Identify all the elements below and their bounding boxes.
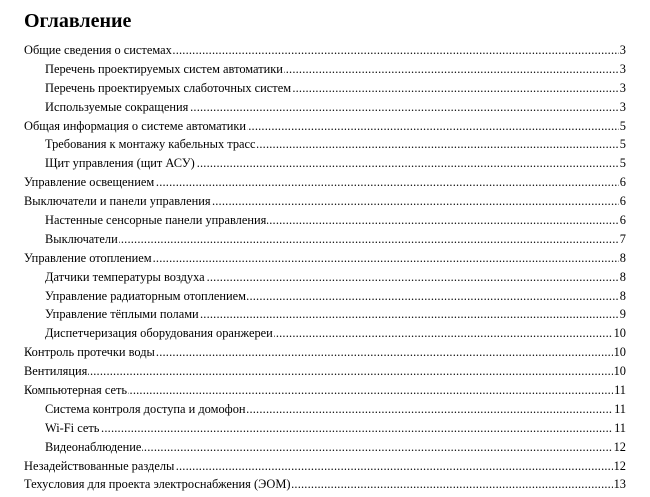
toc-entry <box>0 211 650 230</box>
toc-entry <box>0 173 650 192</box>
toc-entry-link[interactable] <box>24 343 626 361</box>
toc-entry-page: 3 <box>619 61 626 76</box>
toc-entry-text: Выключатели и панели управления <box>24 194 211 209</box>
toc-entry-link[interactable] <box>45 419 626 437</box>
toc-entry-link[interactable] <box>45 98 626 116</box>
toc-entry-page: 11 <box>614 383 626 398</box>
toc-entry-page: 8 <box>619 250 626 265</box>
toc-entry-link[interactable] <box>45 438 626 456</box>
toc-entry <box>0 154 650 173</box>
toc-entry-page: 9 <box>619 307 626 322</box>
toc-entry-page: 3 <box>619 43 626 57</box>
toc-entry <box>0 41 650 60</box>
toc-entry-text: Wi-Fi сеть <box>45 420 100 435</box>
toc-entry-link[interactable] <box>24 41 626 59</box>
toc-entry-link[interactable] <box>45 400 626 418</box>
toc-entry-page: 11 <box>614 420 626 435</box>
toc-entry-link[interactable] <box>24 173 626 191</box>
toc-entry-page: 6 <box>619 194 626 209</box>
toc-entry-link[interactable] <box>45 230 626 248</box>
toc-entry-text: Видеонаблюдение <box>45 439 142 454</box>
toc-entry-page: 10 <box>613 345 626 360</box>
toc-entry <box>0 475 650 494</box>
toc-entry-link[interactable] <box>24 381 626 399</box>
toc-entry-text: Техусловия для проекта электроснабжения (ЭОМ) <box>24 477 291 492</box>
toc-entry-link[interactable] <box>45 135 626 153</box>
toc-entry-text: Настенные сенсорные панели управления <box>45 213 267 228</box>
toc-entry-text: Перечень проектируемых систем автоматики <box>45 61 283 76</box>
toc-entry <box>0 117 650 136</box>
toc-entry-text: Датчики температуры воздуха <box>45 269 205 284</box>
toc-entry-text: Незадействованные разделы <box>24 458 175 473</box>
toc-entry <box>0 362 650 381</box>
toc-entry-page: 12 <box>613 458 626 473</box>
toc-entry-link[interactable] <box>24 475 626 493</box>
toc-entry <box>0 457 650 476</box>
toc-entry-page: 13 <box>613 477 626 492</box>
toc-entry <box>0 343 650 362</box>
toc-entry <box>0 98 650 117</box>
toc-entry-link[interactable] <box>45 287 626 305</box>
toc-entry <box>0 324 650 343</box>
toc-entry-page: 11 <box>614 401 626 416</box>
toc-title: Оглавление <box>24 10 132 32</box>
toc-entry-text: Управление освещением <box>24 175 155 190</box>
toc-dot-leader <box>24 362 626 380</box>
toc-list <box>0 41 650 494</box>
toc-entry-page: 6 <box>619 175 626 190</box>
toc-entry-link[interactable] <box>45 305 626 323</box>
toc-entry-text: Щит управления (щит АСУ) <box>45 156 195 171</box>
toc-entry <box>0 135 650 154</box>
toc-entry-page: 7 <box>619 231 626 246</box>
toc-entry-link[interactable] <box>45 60 626 78</box>
toc-entry-text: Система контроля доступа и домофон <box>45 401 246 416</box>
toc-entry-text: Управление радиаторным отоплением <box>45 288 246 303</box>
toc-entry <box>0 438 650 457</box>
toc-entry-link[interactable] <box>24 192 626 210</box>
toc-entry-link[interactable] <box>24 362 626 380</box>
toc-entry-page: 5 <box>619 118 626 133</box>
toc-entry <box>0 79 650 98</box>
toc-entry <box>0 60 650 79</box>
toc-entry-link[interactable] <box>45 268 626 286</box>
toc-entry-text: Контроль протечки воды <box>24 345 155 360</box>
toc-entry-text: Общие сведения о системах <box>24 43 172 57</box>
toc-entry <box>0 268 650 287</box>
toc-entry-link[interactable] <box>24 117 626 135</box>
toc-entry <box>0 287 650 306</box>
toc-entry <box>0 230 650 249</box>
toc-entry-text: Диспетчеризация оборудования оранжереи <box>45 326 273 341</box>
toc-entry-text: Управление тёплыми полами <box>45 307 199 322</box>
toc-entry <box>0 381 650 400</box>
toc-entry-text: Управление отоплением <box>24 250 152 265</box>
toc-entry-text: Требования к монтажу кабельных трасс <box>45 137 256 152</box>
toc-entry-page: 10 <box>613 364 626 379</box>
toc-entry-link[interactable] <box>45 211 626 229</box>
toc-entry-page: 12 <box>613 439 626 454</box>
toc-entry-text: Общая информация о системе автоматики <box>24 118 247 133</box>
toc-entry-page: 6 <box>619 213 626 228</box>
toc-entry-link[interactable] <box>45 324 626 342</box>
toc-entry-text: Вентиляция <box>24 364 88 379</box>
toc-entry-page: 8 <box>619 269 626 284</box>
toc-entry <box>0 249 650 268</box>
toc-entry <box>0 419 650 438</box>
toc-entry-text: Компьютерная сеть <box>24 383 128 398</box>
toc-entry <box>0 400 650 419</box>
toc-entry-page: 8 <box>619 288 626 303</box>
toc-entry-link[interactable] <box>24 457 626 475</box>
toc-entry-link[interactable] <box>45 79 626 97</box>
toc-entry-link[interactable] <box>24 249 626 267</box>
toc-entry-page: 5 <box>619 156 626 171</box>
toc-entry <box>0 192 650 211</box>
toc-entry-page: 3 <box>619 80 626 95</box>
toc-entry-page: 10 <box>613 326 626 341</box>
toc-entry-text: Используемые сокращения <box>45 99 189 114</box>
toc-entry-page: 5 <box>619 137 626 152</box>
toc-entry-text: Выключатели <box>45 231 118 246</box>
toc-entry-link[interactable] <box>45 154 626 172</box>
toc-entry-page: 3 <box>619 99 626 114</box>
toc-entry <box>0 305 650 324</box>
toc-dot-leader <box>45 230 626 248</box>
toc-entry-text: Перечень проектируемых слаботочных систем <box>45 80 292 95</box>
toc-dot-leader <box>45 419 626 437</box>
